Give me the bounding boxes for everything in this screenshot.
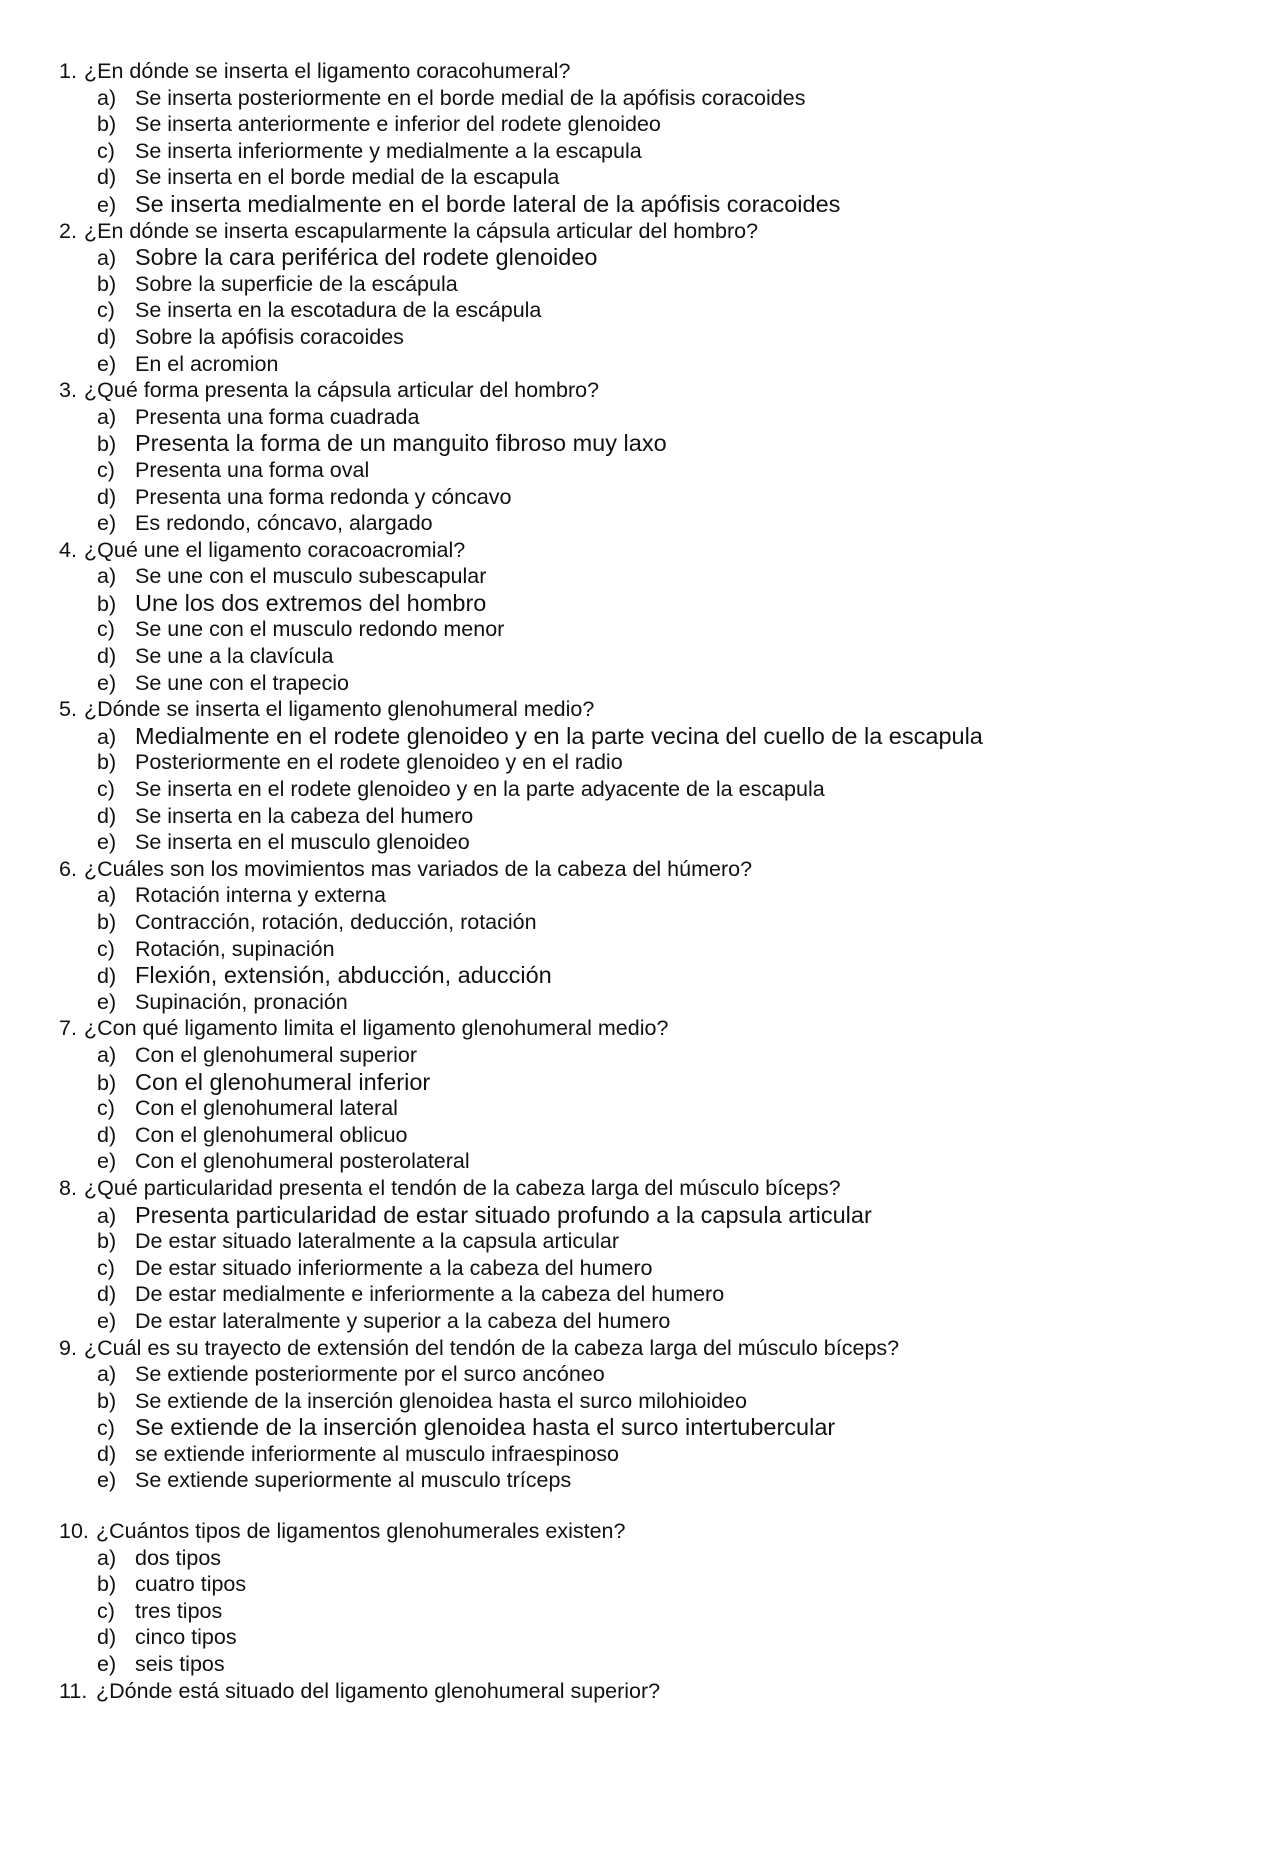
option-e (59, 1651, 1239, 1678)
option-text: Se inserta en el borde medial de la escapula (135, 165, 560, 190)
option-d (59, 962, 1239, 989)
option-b (59, 749, 1239, 776)
option-c (59, 138, 1239, 165)
option-list (59, 1361, 1239, 1494)
question-text: ¿Cuáles son los movimientos mas variados de la cabeza del húmero? (84, 856, 753, 881)
option-text: Se une a la clavícula (135, 644, 334, 669)
option-e (59, 1148, 1239, 1175)
option-e (59, 989, 1239, 1016)
option-letter: d) (97, 1122, 117, 1147)
question-number: 8. (59, 1175, 77, 1200)
option-letter: a) (97, 1545, 117, 1570)
option-text: Se une con el trapecio (135, 670, 349, 695)
option-text: Se extiende superiormente al musculo tríceps (135, 1468, 572, 1493)
option-text: De estar medialmente e inferiormente a la cabeza del humero (135, 1282, 725, 1307)
option-d (59, 1281, 1239, 1308)
option-letter: d) (97, 964, 117, 989)
option-text: Medialmente en el rodete glenoideo y en la parte vecina del cuello de la escapula (135, 722, 983, 749)
option-letter: c) (97, 1096, 115, 1121)
question-line (59, 696, 1239, 723)
question-11 (59, 1678, 1239, 1705)
option-c (59, 616, 1239, 643)
option-letter: e) (97, 989, 117, 1014)
option-a (59, 1361, 1239, 1388)
option-b (59, 111, 1239, 138)
question-line (59, 1678, 1239, 1705)
option-text: Se inserta inferiormente y medialmente a la escapula (135, 138, 642, 163)
option-b (59, 909, 1239, 936)
question-text: ¿Qué particularidad presenta el tendón de la cabeza larga del músculo bíceps? (84, 1175, 841, 1200)
option-c (59, 936, 1239, 963)
option-e (59, 1308, 1239, 1335)
question-line (59, 537, 1239, 564)
option-text: Con el glenohumeral superior (135, 1042, 418, 1067)
question-text: ¿En dónde se inserta el ligamento coracohumeral? (84, 59, 571, 83)
option-letter: e) (97, 511, 117, 536)
option-d (59, 164, 1239, 191)
option-letter: d) (97, 324, 117, 349)
option-text: En el acromion (135, 351, 279, 376)
option-text: Con el glenohumeral oblicuo (135, 1122, 408, 1147)
option-text: Sobre la apófisis coracoides (135, 324, 404, 349)
option-text: Flexión, extensión, abducción, aducción (135, 962, 552, 989)
option-text: Sobre la superficie de la escápula (135, 271, 458, 296)
option-d (59, 1122, 1239, 1149)
option-c (59, 1414, 1239, 1441)
option-letter: a) (97, 1042, 117, 1067)
option-letter: c) (97, 457, 115, 482)
option-text: Es redondo, cóncavo, alargado (135, 511, 433, 536)
option-letter: a) (97, 246, 117, 271)
option-letter: d) (97, 644, 117, 669)
option-text: Con el glenohumeral posterolateral (135, 1149, 470, 1174)
option-list (59, 882, 1239, 1015)
question-text: ¿Cuál es su trayecto de extensión del tendón de la cabeza larga del músculo bíceps? (84, 1335, 900, 1360)
option-a (59, 1202, 1239, 1229)
option-letter: b) (97, 1388, 117, 1413)
option-letter: d) (97, 1282, 117, 1307)
option-text: Se inserta en el rodete glenoideo y en la parte adyacente de la escapula (135, 777, 825, 802)
question-text: ¿Dónde se inserta el ligamento glenohumeral medio? (84, 697, 595, 722)
option-text: De estar lateralmente y superior a la cabeza del humero (135, 1308, 671, 1333)
option-letter: a) (97, 85, 117, 110)
option-letter: b) (97, 112, 117, 137)
option-text: Rotación, supinación (135, 936, 335, 961)
option-letter: c) (97, 1598, 115, 1623)
option-text: Se inserta en la escotadura de la escápula (135, 298, 542, 323)
option-text: Une los dos extremos del hombro (135, 589, 487, 616)
option-letter: a) (97, 883, 117, 908)
option-letter: b) (97, 910, 117, 934)
question-9 (59, 1335, 1239, 1495)
option-e (59, 829, 1239, 856)
option-letter: c) (97, 138, 115, 163)
option-letter: a) (97, 1362, 117, 1387)
option-a (59, 563, 1239, 590)
question-8 (59, 1175, 1239, 1335)
option-list (59, 723, 1239, 856)
option-b (59, 1388, 1239, 1415)
question-3 (59, 377, 1239, 537)
option-d (59, 484, 1239, 511)
option-letter: e) (97, 1308, 117, 1333)
question-number: 1. (59, 59, 77, 83)
option-letter: c) (97, 777, 115, 802)
question-4 (59, 537, 1239, 697)
option-text: Se inserta medialmente en el borde lateral de la apófisis coracoides (135, 190, 841, 217)
question-number: 10. (59, 1519, 89, 1544)
question-line (59, 1175, 1239, 1202)
option-letter: e) (97, 670, 117, 695)
option-text: Se extiende posteriormente por el surco ancóneo (135, 1362, 605, 1387)
option-letter: c) (97, 936, 115, 961)
option-b (59, 1228, 1239, 1255)
question-text: ¿Qué une el ligamento coracoacromial? (84, 537, 466, 562)
option-text: Se inserta anteriormente e inferior del rodete glenoideo (135, 112, 661, 137)
option-letter: b) (97, 591, 117, 616)
option-list (59, 563, 1239, 696)
option-c (59, 457, 1239, 484)
option-letter: c) (97, 617, 115, 642)
question-text: ¿En dónde se inserta escapularmente la cápsula articular del hombro? (84, 218, 759, 243)
question-6 (59, 856, 1239, 1016)
option-a (59, 404, 1239, 431)
option-text: cuatro tipos (135, 1572, 247, 1597)
question-text: ¿Con qué ligamento limita el ligamento glenohumeral medio? (84, 1016, 669, 1041)
option-letter: b) (97, 271, 117, 296)
question-number: 2. (59, 218, 77, 243)
option-e (59, 191, 1239, 218)
option-letter: c) (97, 1255, 115, 1280)
question-line (59, 218, 1239, 245)
option-letter: d) (97, 165, 117, 190)
option-letter: e) (97, 1468, 117, 1493)
quiz-list (59, 58, 1239, 1704)
option-c (59, 297, 1239, 324)
option-text: Con el glenohumeral inferior (135, 1068, 431, 1095)
option-list (59, 404, 1239, 537)
question-number: 3. (59, 378, 77, 403)
option-letter: d) (97, 803, 117, 828)
option-list (59, 1202, 1239, 1335)
option-list (59, 1545, 1239, 1678)
question-10 (59, 1518, 1239, 1678)
option-text: seis tipos (135, 1652, 225, 1677)
option-text: Contracción, rotación, deducción, rotación (135, 910, 537, 934)
option-text: Posteriormente en el rodete glenoideo y en el radio (135, 750, 623, 775)
option-letter: e) (97, 830, 117, 855)
option-text: Presenta una forma redonda y cóncavo (135, 484, 512, 509)
option-e (59, 351, 1239, 378)
option-list (59, 85, 1239, 218)
option-c (59, 1255, 1239, 1282)
question-text: ¿Cuántos tipos de ligamentos glenohumerales existen? (96, 1519, 626, 1544)
question-number: 6. (59, 856, 77, 881)
option-letter: c) (97, 298, 115, 323)
option-a (59, 882, 1239, 909)
option-letter: b) (97, 1070, 117, 1095)
option-c (59, 776, 1239, 803)
option-e (59, 670, 1239, 697)
option-text: Se extiende de la inserción glenoidea hasta el surco intertubercular (135, 1414, 836, 1441)
question-line (59, 377, 1239, 404)
option-letter: d) (97, 1441, 117, 1466)
option-text: Sobre la cara periférica del rodete glenoideo (135, 244, 598, 271)
option-text: Presenta una forma oval (135, 457, 370, 482)
question-text: ¿Dónde está situado del ligamento glenohumeral superior? (96, 1678, 661, 1703)
question-line (59, 1335, 1239, 1362)
option-text: Con el glenohumeral lateral (135, 1096, 398, 1121)
option-list (59, 244, 1239, 377)
option-letter: a) (97, 724, 117, 749)
option-c (59, 1598, 1239, 1625)
option-c (59, 1095, 1239, 1122)
option-d (59, 324, 1239, 351)
option-e (59, 510, 1239, 537)
option-letter: a) (97, 564, 117, 589)
option-text: Se extiende de la inserción glenoidea hasta el surco milohioideo (135, 1388, 747, 1413)
question-5 (59, 696, 1239, 856)
option-letter: b) (97, 750, 117, 775)
option-letter: e) (97, 1652, 117, 1677)
option-text: De estar situado lateralmente a la capsula articular (135, 1229, 620, 1254)
question-2 (59, 218, 1239, 378)
option-text: tres tipos (135, 1598, 223, 1623)
question-number: 7. (59, 1016, 77, 1041)
option-d (59, 803, 1239, 830)
option-a (59, 723, 1239, 750)
option-text: Presenta una forma cuadrada (135, 404, 420, 429)
option-text: Se une con el musculo redondo menor (135, 617, 505, 642)
option-letter: b) (97, 1229, 117, 1254)
option-list (59, 1042, 1239, 1175)
option-e (59, 1467, 1239, 1494)
option-letter: b) (97, 432, 117, 457)
question-number: 5. (59, 697, 77, 722)
option-text: Presenta particularidad de estar situado profundo a la capsula articular (135, 1201, 872, 1228)
option-text: Supinación, pronación (135, 989, 348, 1014)
blank-line (59, 1494, 1239, 1518)
question-line (59, 58, 1239, 85)
question-number: 9. (59, 1335, 77, 1360)
question-text: ¿Qué forma presenta la cápsula articular del hombro? (84, 378, 600, 403)
option-d (59, 643, 1239, 670)
option-text: Rotación interna y externa (135, 883, 386, 908)
option-d (59, 1624, 1239, 1651)
option-letter: d) (97, 484, 117, 509)
option-a (59, 244, 1239, 271)
question-number: 11. (59, 1678, 88, 1703)
option-a (59, 85, 1239, 112)
option-text: Presenta la forma de un manguito fibroso muy laxo (135, 430, 667, 457)
option-letter: a) (97, 404, 117, 429)
option-b (59, 430, 1239, 457)
question-line (59, 856, 1239, 883)
option-text: Se inserta posteriormente en el borde medial de la apófisis coracoides (135, 85, 806, 110)
option-letter: d) (97, 1625, 117, 1650)
option-letter: e) (97, 1149, 117, 1174)
option-letter: e) (97, 351, 117, 376)
question-number: 4. (59, 537, 77, 562)
option-d (59, 1441, 1239, 1468)
option-text: dos tipos (135, 1545, 222, 1570)
question-line (59, 1518, 1239, 1545)
option-text: Se une con el musculo subescapular (135, 564, 487, 589)
option-text: De estar situado inferiormente a la cabeza del humero (135, 1255, 653, 1280)
option-text: Se inserta en la cabeza del humero (135, 803, 474, 828)
question-1 (59, 58, 1239, 218)
option-letter: a) (97, 1203, 117, 1228)
question-line (59, 1015, 1239, 1042)
option-text: se extiende inferiormente al musculo infraespinoso (135, 1441, 620, 1466)
option-letter: c) (97, 1416, 115, 1441)
option-b (59, 1069, 1239, 1096)
option-b (59, 590, 1239, 617)
option-letter: e) (97, 192, 117, 217)
option-b (59, 1571, 1239, 1598)
question-7 (59, 1015, 1239, 1175)
option-letter: b) (97, 1572, 117, 1597)
option-a (59, 1545, 1239, 1572)
option-text: cinco tipos (135, 1625, 237, 1650)
option-a (59, 1042, 1239, 1069)
option-text: Se inserta en el musculo glenoideo (135, 830, 470, 855)
option-b (59, 271, 1239, 298)
